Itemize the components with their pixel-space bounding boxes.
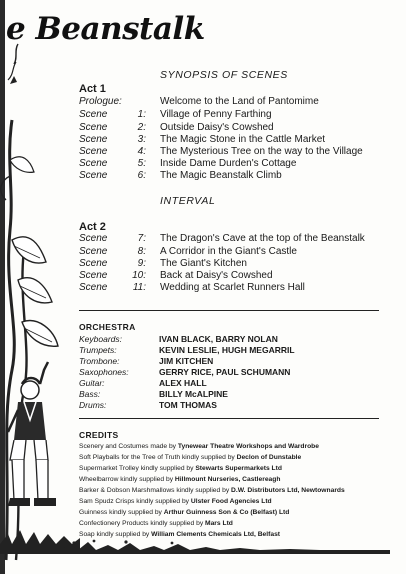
- credit-supplier: Hillmount Nurseries, Castlereagh: [174, 476, 281, 483]
- scene-title: Back at Daisy's Cowshed: [160, 270, 273, 281]
- scene-row: [79, 170, 399, 182]
- credit-text: Wheelbarrow kindly supplied by: [79, 476, 175, 483]
- scene-title: The Magic Beanstalk Climb: [160, 170, 282, 181]
- scene-label: Scene: [79, 134, 108, 145]
- scene-label: Scene: [79, 246, 108, 257]
- orchestra-row: [79, 356, 379, 367]
- scene-title: The Dragon's Cave at the top of the Beanstalk: [160, 233, 365, 244]
- credit-supplier: Tynewear Theatre Workshops and Wardrobe: [177, 443, 319, 450]
- scene-number: 1:: [137, 109, 146, 120]
- scene-label: Scene: [79, 146, 108, 157]
- player-names: BILLY McALPINE: [159, 389, 228, 399]
- scene-title: Village of Penny Farthing: [160, 109, 272, 120]
- scene-label: Scene: [79, 158, 108, 169]
- credit-line: [79, 454, 399, 465]
- scene-number: 11:: [132, 282, 146, 293]
- scene-row: [79, 270, 399, 282]
- scene-row: [79, 246, 399, 258]
- credit-text: Supermarket Trolley kindly supplied by: [79, 465, 196, 472]
- credit-text: Confectionery Products kindly supplied by: [79, 520, 206, 527]
- orchestra-heading: ORCHESTRA: [79, 322, 136, 332]
- interval-label: INTERVAL: [160, 195, 216, 207]
- credits-heading: CREDITS: [79, 430, 119, 440]
- credit-supplier: Arthur Guinness Son & Co (Belfast) Ltd: [163, 509, 290, 516]
- credit-line: [79, 520, 399, 531]
- orchestra-row: [79, 345, 379, 356]
- act-1-heading: Act 1: [79, 83, 106, 95]
- scene-label: Scene: [79, 233, 108, 244]
- scene-row: [79, 158, 399, 170]
- credit-supplier: Stewarts Supermarkets Ltd: [195, 465, 282, 472]
- credit-text: Sam Spudz Crisps kindly supplied by: [79, 498, 191, 505]
- credit-text: Barker & Dobson Marshmallows kindly supplied by: [79, 487, 232, 494]
- player-names: TOM THOMAS: [159, 400, 217, 410]
- scene-title: Inside Dame Durden's Cottage: [160, 158, 297, 169]
- scene-row: [79, 134, 399, 146]
- orchestra-row: [79, 400, 379, 411]
- credit-supplier: Ulster Food Agencies Ltd: [190, 498, 272, 505]
- synopsis-heading: SYNOPSIS OF SCENES: [160, 69, 288, 81]
- scene-number: 4:: [137, 146, 146, 157]
- section-divider: [79, 310, 379, 311]
- credit-text: Guinness kindly supplied by: [79, 509, 164, 516]
- scene-number: 6:: [137, 170, 146, 181]
- scene-row: [79, 282, 399, 294]
- scene-title: Outside Daisy's Cowshed: [160, 122, 274, 133]
- credit-supplier: Declon of Dunstable: [236, 454, 302, 461]
- scene-title: A Corridor in the Giant's Castle: [160, 246, 297, 257]
- player-names: ALEX HALL: [159, 378, 207, 388]
- scene-number: 2:: [137, 122, 146, 133]
- scene-number: 9:: [137, 258, 146, 269]
- player-names: KEVIN LESLIE, HUGH MEGARRIL: [159, 345, 295, 355]
- player-names: IVAN BLACK, BARRY NOLAN: [159, 334, 278, 344]
- credit-line: [79, 531, 399, 542]
- credit-text: Soft Playballs for the Tree of Truth kindly supplied by: [79, 454, 237, 461]
- credit-text: Scenery and Costumes made by: [79, 443, 178, 450]
- orchestra-row: [79, 378, 379, 389]
- scene-row: [79, 233, 399, 245]
- scene-number: 8:: [137, 246, 146, 257]
- section-divider: [79, 418, 379, 419]
- credit-line: [79, 443, 399, 454]
- instrument-label: Drums:: [79, 400, 107, 410]
- scene-title: Welcome to the Land of Pantomime: [160, 96, 319, 107]
- orchestra-row: [79, 334, 379, 345]
- player-names: JIM KITCHEN: [159, 356, 214, 366]
- scene-row: [79, 122, 399, 134]
- instrument-label: Trumpets:: [79, 345, 117, 355]
- scene-title: The Mysterious Tree on the way to the Village: [160, 146, 363, 157]
- scene-label: Prologue:: [79, 96, 122, 107]
- scene-label: Scene: [79, 282, 108, 293]
- instrument-label: Trombone:: [79, 356, 120, 366]
- scene-number: 5:: [137, 158, 146, 169]
- beanstalk-illustration: [0, 40, 80, 574]
- scene-number: 3:: [137, 134, 146, 145]
- orchestra-row: [79, 367, 379, 378]
- scene-title: Wedding at Scarlet Runners Hall: [160, 282, 305, 293]
- scene-row: [79, 258, 399, 270]
- page-title: e Beanstalk: [6, 11, 205, 47]
- instrument-label: Keyboards:: [79, 334, 122, 344]
- credit-line: [79, 476, 399, 487]
- player-names: GERRY RICE, PAUL SCHUMANN: [159, 367, 291, 377]
- scene-label: Scene: [79, 109, 108, 120]
- scene-title: The Magic Stone in the Cattle Market: [160, 134, 326, 145]
- credit-line: [79, 487, 399, 498]
- credit-line: [79, 509, 399, 520]
- scene-number: 10:: [132, 270, 146, 281]
- instrument-label: Saxophones:: [79, 367, 129, 377]
- scene-row: [79, 96, 399, 108]
- scene-row: [79, 109, 399, 121]
- credit-supplier: Mars Ltd: [205, 520, 233, 527]
- scene-number: 7:: [137, 233, 146, 244]
- scene-label: Scene: [79, 258, 108, 269]
- scene-title: The Giant's Kitchen: [160, 258, 247, 269]
- instrument-label: Guitar:: [79, 378, 105, 388]
- credit-supplier: D.W. Distributors Ltd, Newtownards: [231, 487, 345, 494]
- scene-row: [79, 146, 399, 158]
- credit-supplier: William Clements Chemicals Ltd, Belfast: [151, 531, 281, 538]
- instrument-label: Bass:: [79, 389, 101, 399]
- credit-line: [79, 465, 399, 476]
- scene-label: Scene: [79, 122, 108, 133]
- credit-text: Soap kindly supplied by: [79, 531, 152, 538]
- orchestra-row: [79, 389, 379, 400]
- act-2-heading: Act 2: [79, 221, 106, 233]
- scene-label: Scene: [79, 170, 108, 181]
- scene-label: Scene: [79, 270, 108, 281]
- credit-line: [79, 498, 399, 509]
